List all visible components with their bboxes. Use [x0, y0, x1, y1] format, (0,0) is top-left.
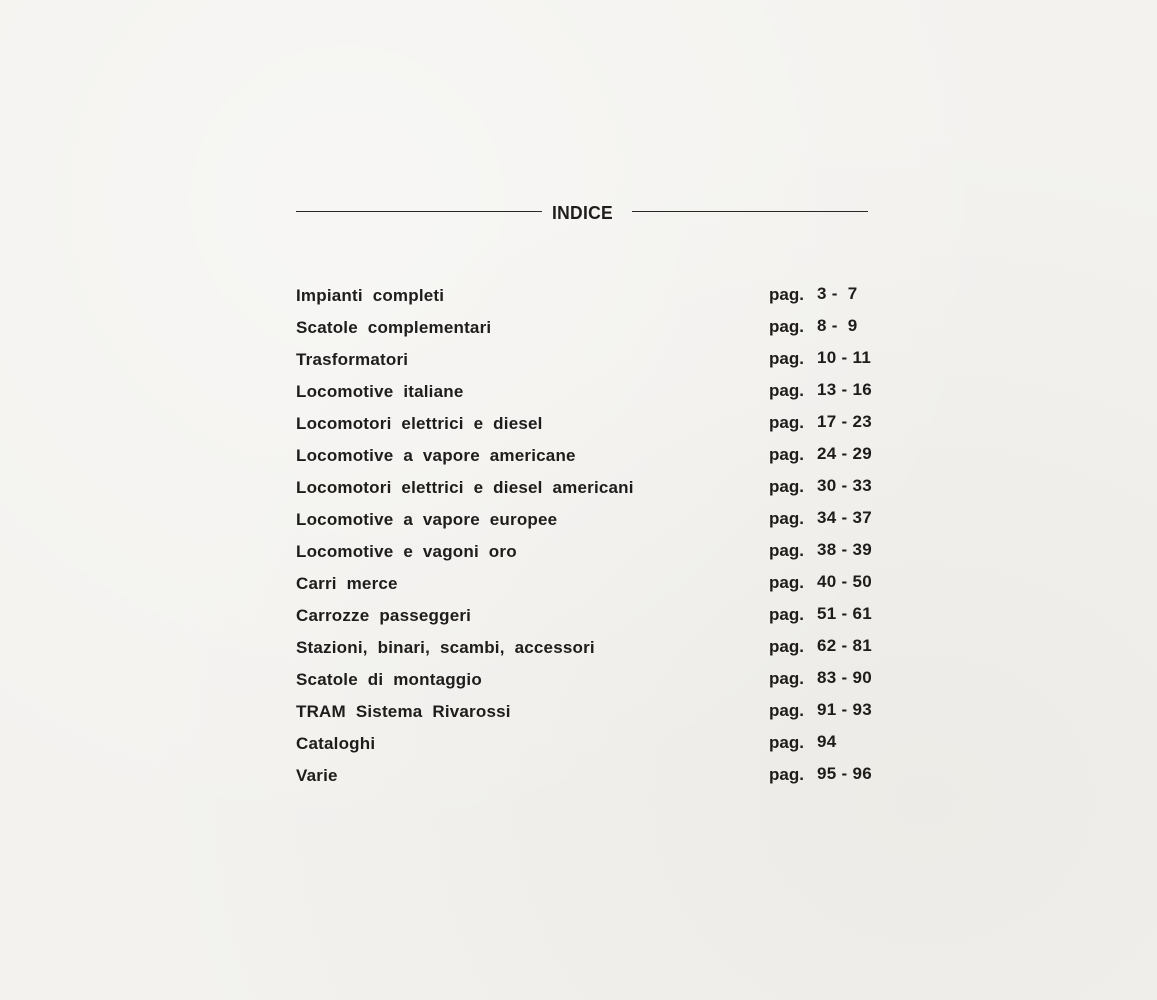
toc-page-range: 24 - 29 — [817, 444, 873, 463]
toc-page-range: 10 - 11 — [817, 348, 872, 367]
toc-row — [296, 478, 876, 510]
toc-entry-label: Locomotive e vagoni oro — [296, 542, 517, 561]
toc-entry-label: Locomotori elettrici e diesel americani — [296, 478, 634, 497]
toc-page-prefix: pag. — [769, 413, 804, 432]
toc-row — [296, 766, 876, 798]
toc-entry-label: Varie — [296, 766, 338, 785]
toc-page-range: 51 - 61 — [817, 604, 873, 623]
toc-page-prefix: pag. — [769, 477, 804, 496]
toc-entry-label: Locomotive a vapore americane — [296, 446, 576, 465]
toc-entry-label: Stazioni, binari, scambi, accessori — [296, 638, 595, 657]
toc-page-range: 62 - 81 — [817, 636, 873, 655]
toc-entry-label: Cataloghi — [296, 734, 376, 753]
toc-entry-label: Carrozze passeggeri — [296, 606, 472, 625]
toc-entry-label: TRAM Sistema Rivarossi — [296, 702, 511, 721]
toc-row — [296, 670, 876, 702]
toc-page-range: 17 - 23 — [817, 412, 873, 431]
toc-page-prefix: pag. — [769, 445, 804, 464]
toc-page-prefix: pag. — [769, 285, 804, 304]
toc-page-range: 3 - 7 — [817, 284, 858, 303]
toc-page-prefix: pag. — [769, 349, 804, 368]
toc-entry-label: Locomotori elettrici e diesel — [296, 414, 543, 433]
toc-page-range: 38 - 39 — [817, 540, 873, 559]
toc-page-range: 91 - 93 — [817, 700, 873, 719]
toc-entry-label: Carri merce — [296, 574, 398, 593]
toc-entry-label: Scatole complementari — [296, 318, 492, 337]
toc-page-prefix: pag. — [769, 573, 804, 592]
toc-entry-label: Locomotive italiane — [296, 382, 464, 401]
header-rule-right — [632, 211, 868, 212]
toc-row — [296, 542, 876, 574]
toc-row — [296, 606, 876, 638]
toc-row — [296, 574, 876, 606]
toc-row — [296, 734, 876, 766]
toc-entry-label: Scatole di montaggio — [296, 670, 482, 689]
toc-page-prefix: pag. — [769, 541, 804, 560]
toc-page-prefix: pag. — [769, 605, 804, 624]
toc-row — [296, 286, 876, 318]
toc-row — [296, 318, 876, 350]
toc-row — [296, 702, 876, 734]
toc-page-range: 13 - 16 — [817, 380, 873, 399]
toc-page-prefix: pag. — [769, 701, 804, 720]
toc-page-prefix: pag. — [769, 733, 804, 752]
index-header — [296, 204, 868, 232]
page-title: INDICE — [552, 203, 613, 223]
toc-page-prefix: pag. — [769, 669, 804, 688]
toc-page-range: 94 — [817, 732, 837, 751]
toc-page-range: 40 - 50 — [817, 572, 873, 591]
toc-page-range: 83 - 90 — [817, 668, 873, 687]
toc-page-range: 30 - 33 — [817, 476, 873, 495]
toc-row — [296, 638, 876, 670]
toc-entry-label: Trasformatori — [296, 350, 409, 369]
toc-entry-label: Impianti completi — [296, 286, 445, 305]
toc-entry-label: Locomotive a vapore europee — [296, 510, 558, 529]
toc-page-prefix: pag. — [769, 317, 804, 336]
toc-row — [296, 510, 876, 542]
toc-page-range: 8 - 9 — [817, 316, 858, 335]
toc-page-range: 95 - 96 — [817, 764, 873, 783]
toc-page-prefix: pag. — [769, 509, 804, 528]
toc-row — [296, 414, 876, 446]
toc-row — [296, 382, 876, 414]
toc-row — [296, 446, 876, 478]
toc-page-prefix: pag. — [769, 765, 804, 784]
toc-page-prefix: pag. — [769, 381, 804, 400]
header-rule-left — [296, 211, 542, 212]
toc-row — [296, 350, 876, 382]
toc-page-prefix: pag. — [769, 637, 804, 656]
toc-page-range: 34 - 37 — [817, 508, 873, 527]
table-of-contents — [296, 286, 876, 798]
